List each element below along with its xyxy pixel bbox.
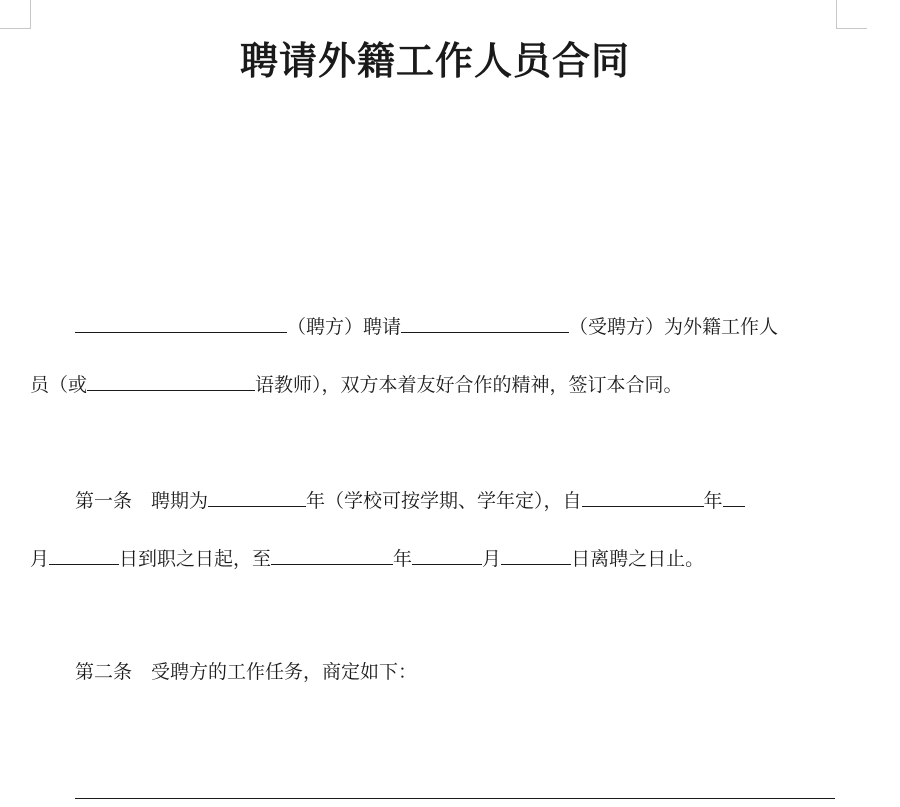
start-year-blank[interactable] <box>582 486 704 507</box>
article-1-line-1-text-2: 年（学校可按学期、学年定），自 <box>306 490 582 512</box>
employee-blank[interactable] <box>401 312 569 333</box>
article-1-line-2-text-3: 年 <box>393 548 413 570</box>
article-1-line-2 <box>30 544 704 571</box>
term-years-blank[interactable] <box>208 486 306 507</box>
document-title: 聘请外籍工作人员合同 <box>239 39 630 83</box>
article-1-line-1 <box>30 486 745 513</box>
article-2-heading: 第二条 受聘方的工作任务，商定如下： <box>75 661 418 683</box>
page-corner-top-right <box>836 0 867 29</box>
article-1-line-1-text-1: 第一条 聘期为 <box>75 490 209 512</box>
article-1-line-2-text-5: 日离聘之日止。 <box>571 548 705 570</box>
intro-line-1-text-1: （聘方）聘请 <box>287 316 402 338</box>
article-1-line-2-text-2: 日到职之日起，至 <box>119 548 272 570</box>
page-corner-top-left <box>0 0 31 29</box>
work-tasks-blank[interactable] <box>75 798 835 799</box>
intro-line-2-text-2: 语教师），双方本着友好合作的精神，签订本合同。 <box>255 374 683 396</box>
start-day-blank[interactable] <box>49 544 119 565</box>
end-month-blank[interactable] <box>412 544 482 565</box>
article-1-line-2-text-1: 月 <box>30 548 50 570</box>
intro-line-2-text-1: 员（或 <box>30 374 88 396</box>
end-day-blank[interactable] <box>501 544 571 565</box>
intro-line-2 <box>30 370 683 397</box>
article-1-line-2-text-4: 月 <box>482 548 502 570</box>
intro-line-1-text-2: （受聘方）为外籍工作人 <box>569 316 779 338</box>
start-month-blank[interactable] <box>723 486 745 507</box>
intro-line-1 <box>30 312 778 339</box>
language-blank[interactable] <box>87 370 255 391</box>
article-2-line-1 <box>30 660 417 684</box>
end-year-blank[interactable] <box>271 544 393 565</box>
employer-blank[interactable] <box>75 312 287 333</box>
article-1-line-1-text-3: 年 <box>703 490 723 512</box>
